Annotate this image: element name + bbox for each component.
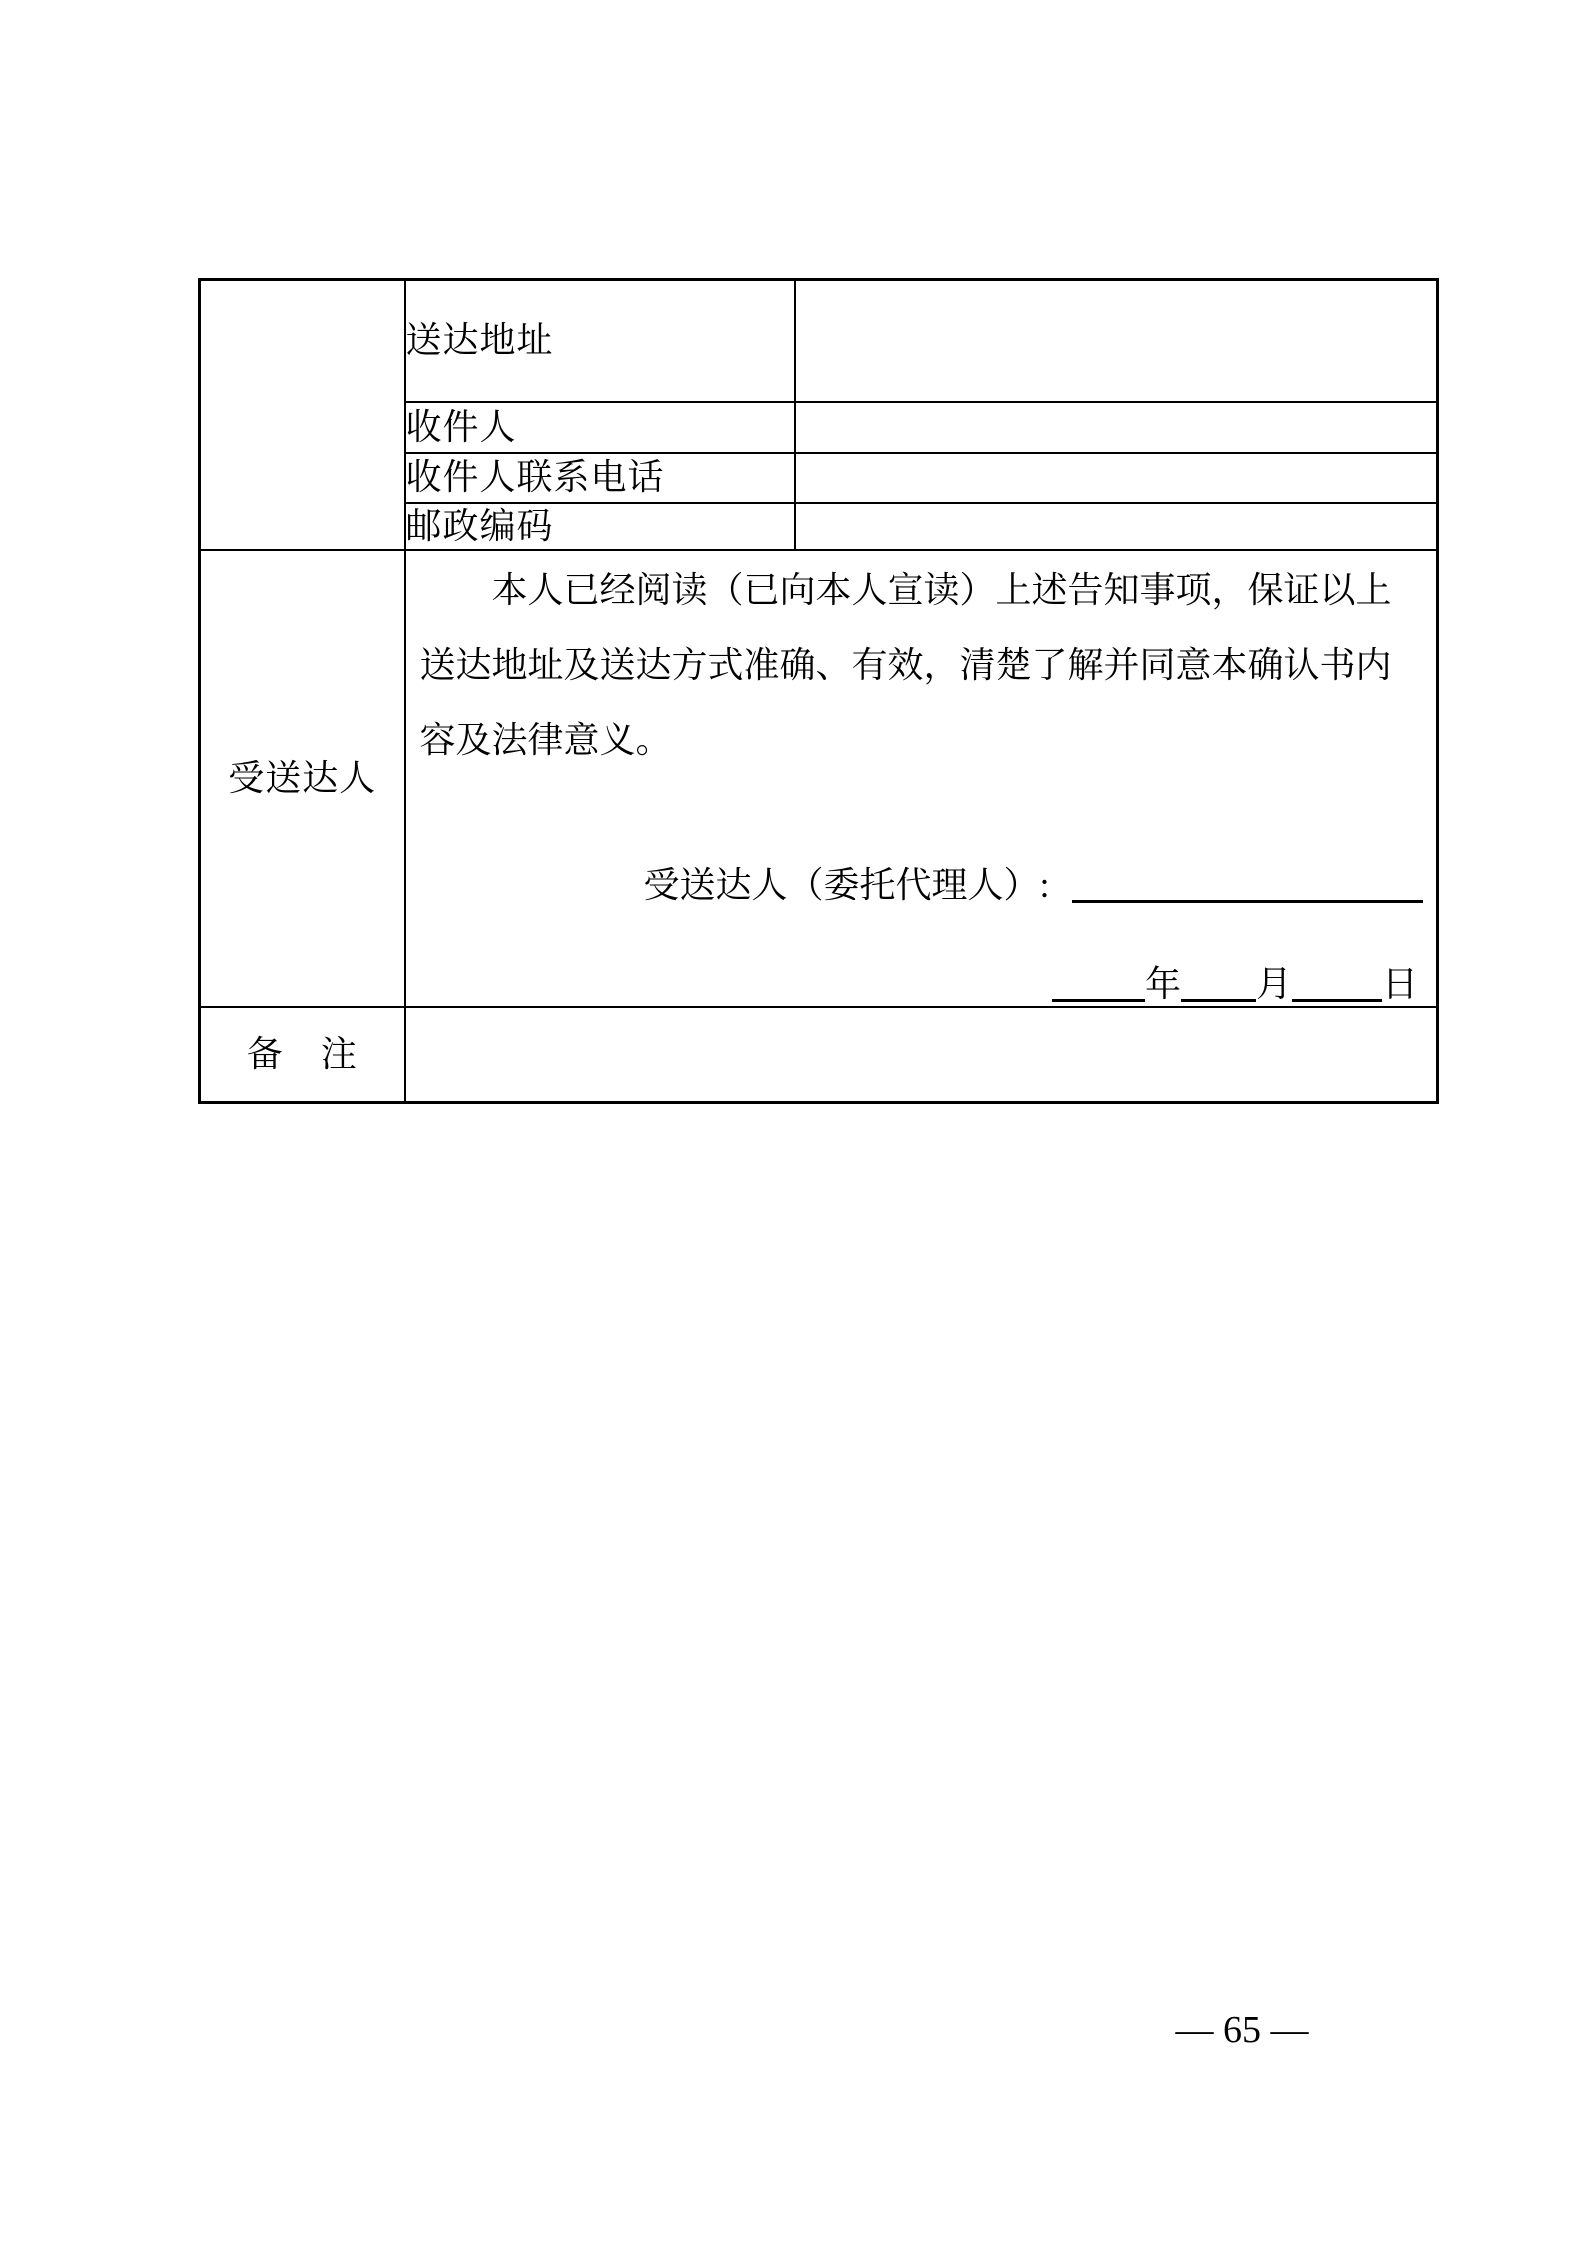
signature-line xyxy=(644,861,1423,903)
year-unit-label: 年 xyxy=(1144,963,1181,1004)
month-underline xyxy=(1181,959,1256,1002)
postcode-label: 邮政编码 xyxy=(405,505,554,546)
remarks-label-cell xyxy=(200,1007,405,1103)
address-value-cell xyxy=(795,280,1438,402)
signature-label: 受送达人（委托代理人）: xyxy=(643,864,1050,905)
service-address-confirmation-table xyxy=(198,278,1439,1104)
recipient-section-label: 受送达人 xyxy=(228,757,377,798)
day-unit-label: 日 xyxy=(1381,963,1418,1004)
recipient-label: 收件人 xyxy=(405,406,517,447)
recipient-label-cell xyxy=(405,402,795,453)
remarks-value-cell xyxy=(405,1007,1438,1103)
date-line xyxy=(1052,959,1418,1002)
recipient-section-label-cell xyxy=(200,550,405,1007)
phone-label-cell xyxy=(405,453,795,503)
table-row-remarks xyxy=(200,1007,1438,1103)
recipient-value-cell xyxy=(795,402,1438,453)
page-number: — 65 — xyxy=(1175,2009,1309,2051)
declaration-paragraph: 本人已经阅读（已向本人宣读）上述告知事项，保证以上送达地址及送达方式准确、有效，清楚了解并同意本确认书内容及法律意义。 xyxy=(419,569,1392,760)
address-label: 送达地址 xyxy=(405,320,554,361)
address-label-cell xyxy=(405,280,795,402)
month-unit-label: 月 xyxy=(1255,963,1292,1004)
year-underline xyxy=(1052,959,1145,1002)
phone-label: 收件人联系电话 xyxy=(405,457,665,497)
day-underline xyxy=(1292,959,1382,1002)
postcode-value-cell xyxy=(795,503,1438,550)
table-row-declaration xyxy=(200,550,1438,1007)
declaration-area xyxy=(406,551,1437,1004)
signature-underline xyxy=(1072,861,1423,903)
declaration-cell xyxy=(405,550,1438,1007)
table-row-address xyxy=(200,280,1438,402)
left-spacer-cell xyxy=(200,280,405,550)
remarks-label: 备 注 xyxy=(246,1033,358,1074)
phone-value-cell xyxy=(795,453,1438,503)
postcode-label-cell xyxy=(405,503,795,550)
